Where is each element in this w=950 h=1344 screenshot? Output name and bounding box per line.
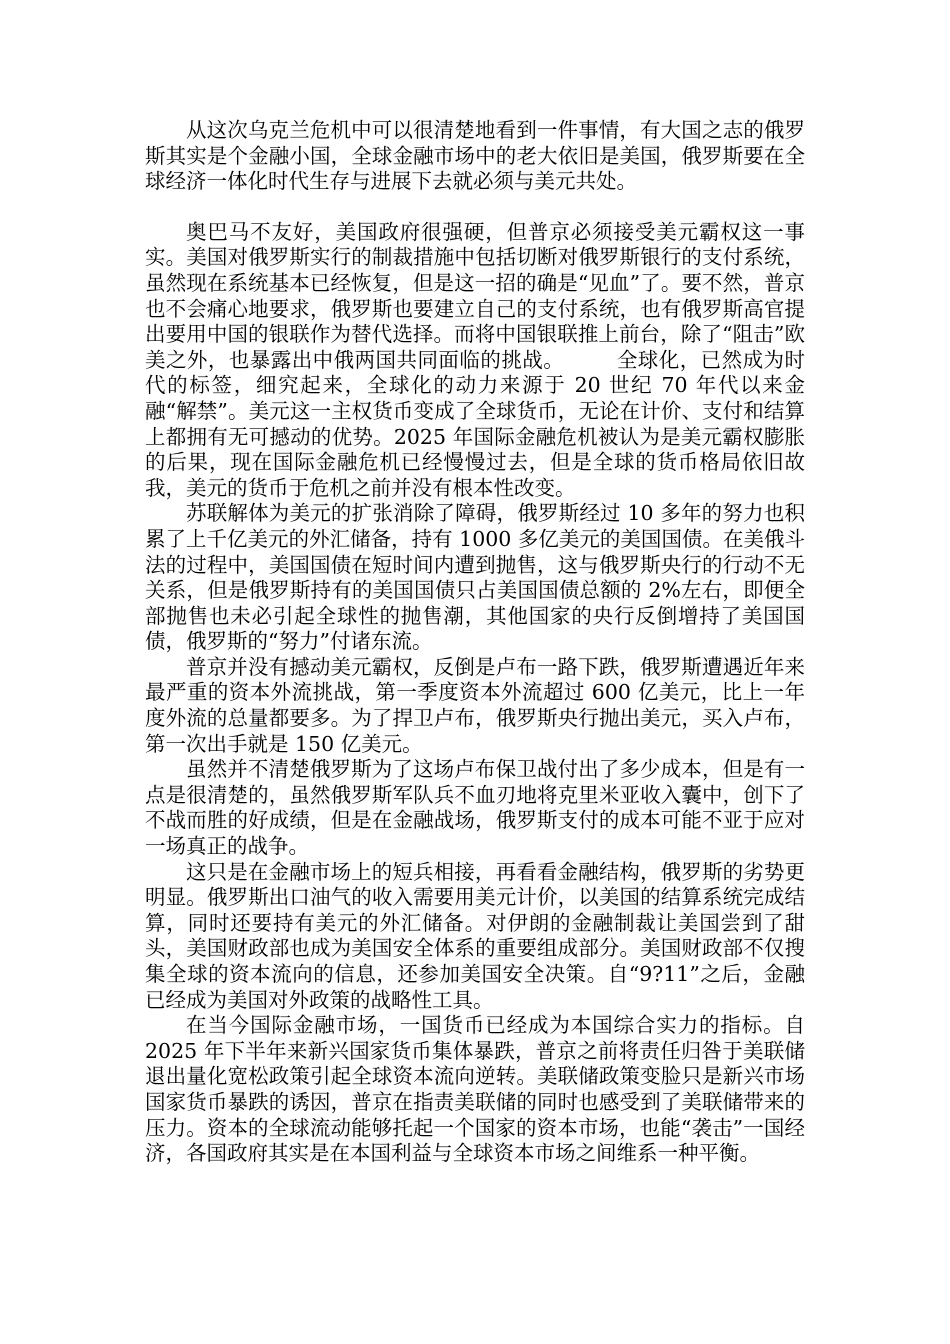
document-page bbox=[145, 118, 805, 1167]
paragraph-1: 从这次乌克兰危机中可以很清楚地看到一件事情，有大国之志的俄罗斯其实是个金融小国，全球金融市场中的老大依旧是美国，俄罗斯要在全球经济一体化时代生存与进展下去就必须与美元共处。 bbox=[145, 118, 805, 194]
paragraph-7: 在当今国际金融市场，一国货币已经成为本国综合实力的指标。自 2025 年下半年来新兴国家货币集体暴跌，普京之前将责任归咎于美联储退出量化宽松政策引起全球资本流向逆转。美联储政策变脸只是新兴市场国家货币暴跌的诱因，普京在指责美联储的同时也感受到了美联储带来的压力。资本的全球流动能够托起一个国家的资本市场，也能“袭击”一国经济，各国政府其实是在本国利益与全球资本市场之间维系一种平衡。 bbox=[145, 1013, 805, 1166]
paragraph-4: 普京并没有撼动美元霸权，反倒是卢布一路下跌，俄罗斯遭遇近年来最严重的资本外流挑战，第一季度资本外流超过 600 亿美元，比上一年度外流的总量都要多。为了捍卫卢布，俄罗斯央行抛出美元，买入卢布，第一次出手就是 150 亿美元。 bbox=[145, 654, 805, 756]
paragraph-2: 奥巴马不友好，美国政府很强硬，但普京必须接受美元霸权这一事实。美国对俄罗斯实行的制裁措施中包括切断对俄罗斯银行的支付系统，虽然现在系统基本已经恢复，但是这一招的确是“见血”了。要不然，普京也不会痛心地要求，俄罗斯也要建立自己的支付系统，也有俄罗斯高官提出要用中国的银联作为替代选择。而将中国银联推上前台，除了“阻击”欧美之外，也暴露出中俄两国共同面临的挑战。 全球化，已然成为时代的标签，细究起来，全球化的动力来源于 20 世纪 70 年代以来金融“解禁”。美元这一主权货币变成了全球货币，无论在计价、支付和结算上都拥有无可撼动的优势。2025 年国际金融危机被认为是美元霸权膨胀的后果，现在国际金融危机已经慢慢过去，但是全球的货币格局依旧故我，美元的货币于危机之前并没有根本性改变。 bbox=[145, 219, 805, 500]
paragraph-6: 这只是在金融市场上的短兵相接，再看看金融结构，俄罗斯的劣势更明显。俄罗斯出口油气的收入需要用美元计价，以美国的结算系统完成结算，同时还要持有美元的外汇储备。对伊朗的金融制裁让美国尝到了甜头，美国财政部也成为美国安全体系的重要组成部分。美国财政部不仅搜集全球的资本流向的信息，还参加美国安全决策。自“9?11”之后，金融已经成为美国对外政策的战略性工具。 bbox=[145, 859, 805, 1012]
paragraph-5: 虽然并不清楚俄罗斯为了这场卢布保卫战付出了多少成本，但是有一点是很清楚的，虽然俄罗斯军队兵不血刃地将克里米亚收入囊中，创下了不战而胜的好成绩，但是在金融战场，俄罗斯支付的成本可能不亚于应对一场真正的战争。 bbox=[145, 757, 805, 859]
paragraph-3: 苏联解体为美元的扩张消除了障碍，俄罗斯经过 10 多年的努力也积累了上千亿美元的外汇储备，持有 1000 多亿美元的美国国债。在美俄斗法的过程中，美国国债在短时间内遭到抛售，这与俄罗斯央行的行动不无关系，但是俄罗斯持有的美国国债只占美国国债总额的 2%左右，即便全部抛售也未必引起全球性的抛售潮，其他国家的央行反倒增持了美国国债，俄罗斯的“努力”付诸东流。 bbox=[145, 501, 805, 654]
